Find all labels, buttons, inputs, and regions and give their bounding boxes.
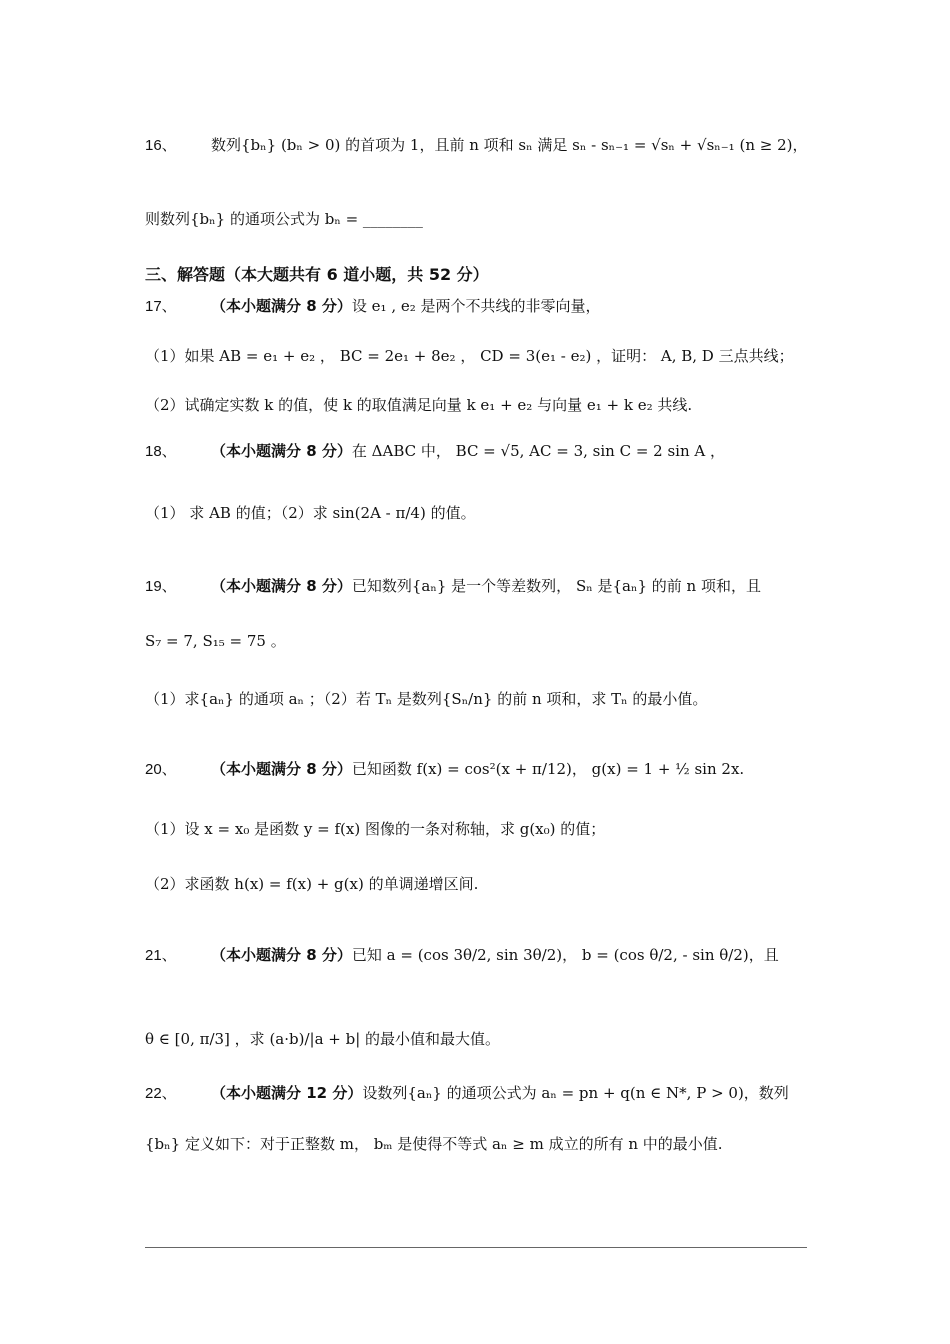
q19-part1: （1）求{aₙ} 的通项 aₙ ；（2）若 Tₙ 是数列{Sₙ/n} 的前 n 项和，求 Tₙ 的最小值。 (145, 690, 708, 708)
question-number: 22、 (145, 1085, 177, 1102)
question-number: 20、 (145, 761, 177, 778)
q18-text: 在 ΔABC 中， BC = √5, AC = 3, sin C = 2 sin A ， (351, 442, 725, 460)
q21-stem (145, 944, 807, 965)
score-tag: （本小题满分 12 分） (211, 1084, 363, 1102)
q17-text: 设 e₁ , e₂ 是两个不共线的非零向量， (351, 297, 601, 315)
score-tag: （本小题满分 8 分） (211, 297, 352, 315)
section-title: 三、解答题（本大题共有 6 道小题，共 52 分） (145, 265, 489, 284)
q19-line2: S₇ = 7, S₁₅ = 75 。 (145, 632, 286, 650)
score-tag: （本小题满分 8 分） (211, 577, 352, 595)
q20-stem (145, 758, 807, 779)
q20-text: 已知函数 f(x) = cos²(x + π/12)， g(x) = 1 + ½ sin 2x. (351, 760, 745, 778)
question-number: 21、 (145, 947, 177, 964)
question-number: 17、 (145, 298, 177, 315)
question-number: 16、 (145, 137, 177, 154)
score-tag: （本小题满分 8 分） (211, 760, 352, 778)
footer-rule (145, 1247, 807, 1248)
q19-text: 已知数列{aₙ} 是一个等差数列， Sₙ 是{aₙ} 的前 n 项和，且 (351, 577, 761, 595)
q19-stem (145, 575, 807, 596)
q16-text2: 则数列{bₙ} 的通项公式为 bₙ = ________ (145, 210, 423, 228)
score-tag: （本小题满分 8 分） (211, 442, 352, 460)
q16-line1 (145, 134, 807, 155)
q16-text: 数列{bₙ} (bₙ > 0) 的首项为 1，且前 n 项和 sₙ 满足 sₙ - sₙ₋₁ = √sₙ + √sₙ₋₁ (n ≥ 2)， (211, 136, 808, 154)
q20-part2: （2）求函数 h(x) = f(x) + g(x) 的单调递增区间. (145, 875, 479, 893)
question-number: 19、 (145, 578, 177, 595)
q22-text: 设数列{aₙ} 的通项公式为 aₙ = pn + q(n ∈ N*, P > 0)，数列 (362, 1084, 789, 1102)
question-number: 18、 (145, 443, 177, 460)
q18-part1: （1） 求 AB 的值；（2）求 sin(2A - π/4) 的值。 (145, 504, 476, 522)
q17-stem (145, 295, 807, 316)
q21-text: 已知 a = (cos 3θ/2, sin 3θ/2)， b = (cos θ/2, - sin θ/2)，且 (351, 946, 779, 964)
score-tag: （本小题满分 8 分） (211, 946, 352, 964)
q18-stem (145, 440, 807, 461)
q22-stem (145, 1082, 807, 1103)
q17-part1: （1）如果 AB = e₁ + e₂ ， BC = 2e₁ + 8e₂ ， CD = 3(e₁ - e₂) ，证明： A, B, D 三点共线； (145, 347, 794, 365)
q22-line2: {bₙ} 定义如下：对于正整数 m， bₘ 是使得不等式 aₙ ≥ m 成立的所有 n 中的最小值. (145, 1135, 723, 1153)
q20-part1: （1）设 x = x₀ 是函数 y = f(x) 图像的一条对称轴，求 g(x₀) 的值； (145, 820, 606, 838)
q17-part2: （2）试确定实数 k 的值，使 k 的取值满足向量 k e₁ + e₂ 与向量 e₁ + k e₂ 共线. (145, 396, 693, 414)
q21-line2: θ ∈ [0, π/3] ，求 (a·b)/|a + b| 的最小值和最大值。 (145, 1030, 501, 1048)
q16-line2 (145, 208, 807, 229)
